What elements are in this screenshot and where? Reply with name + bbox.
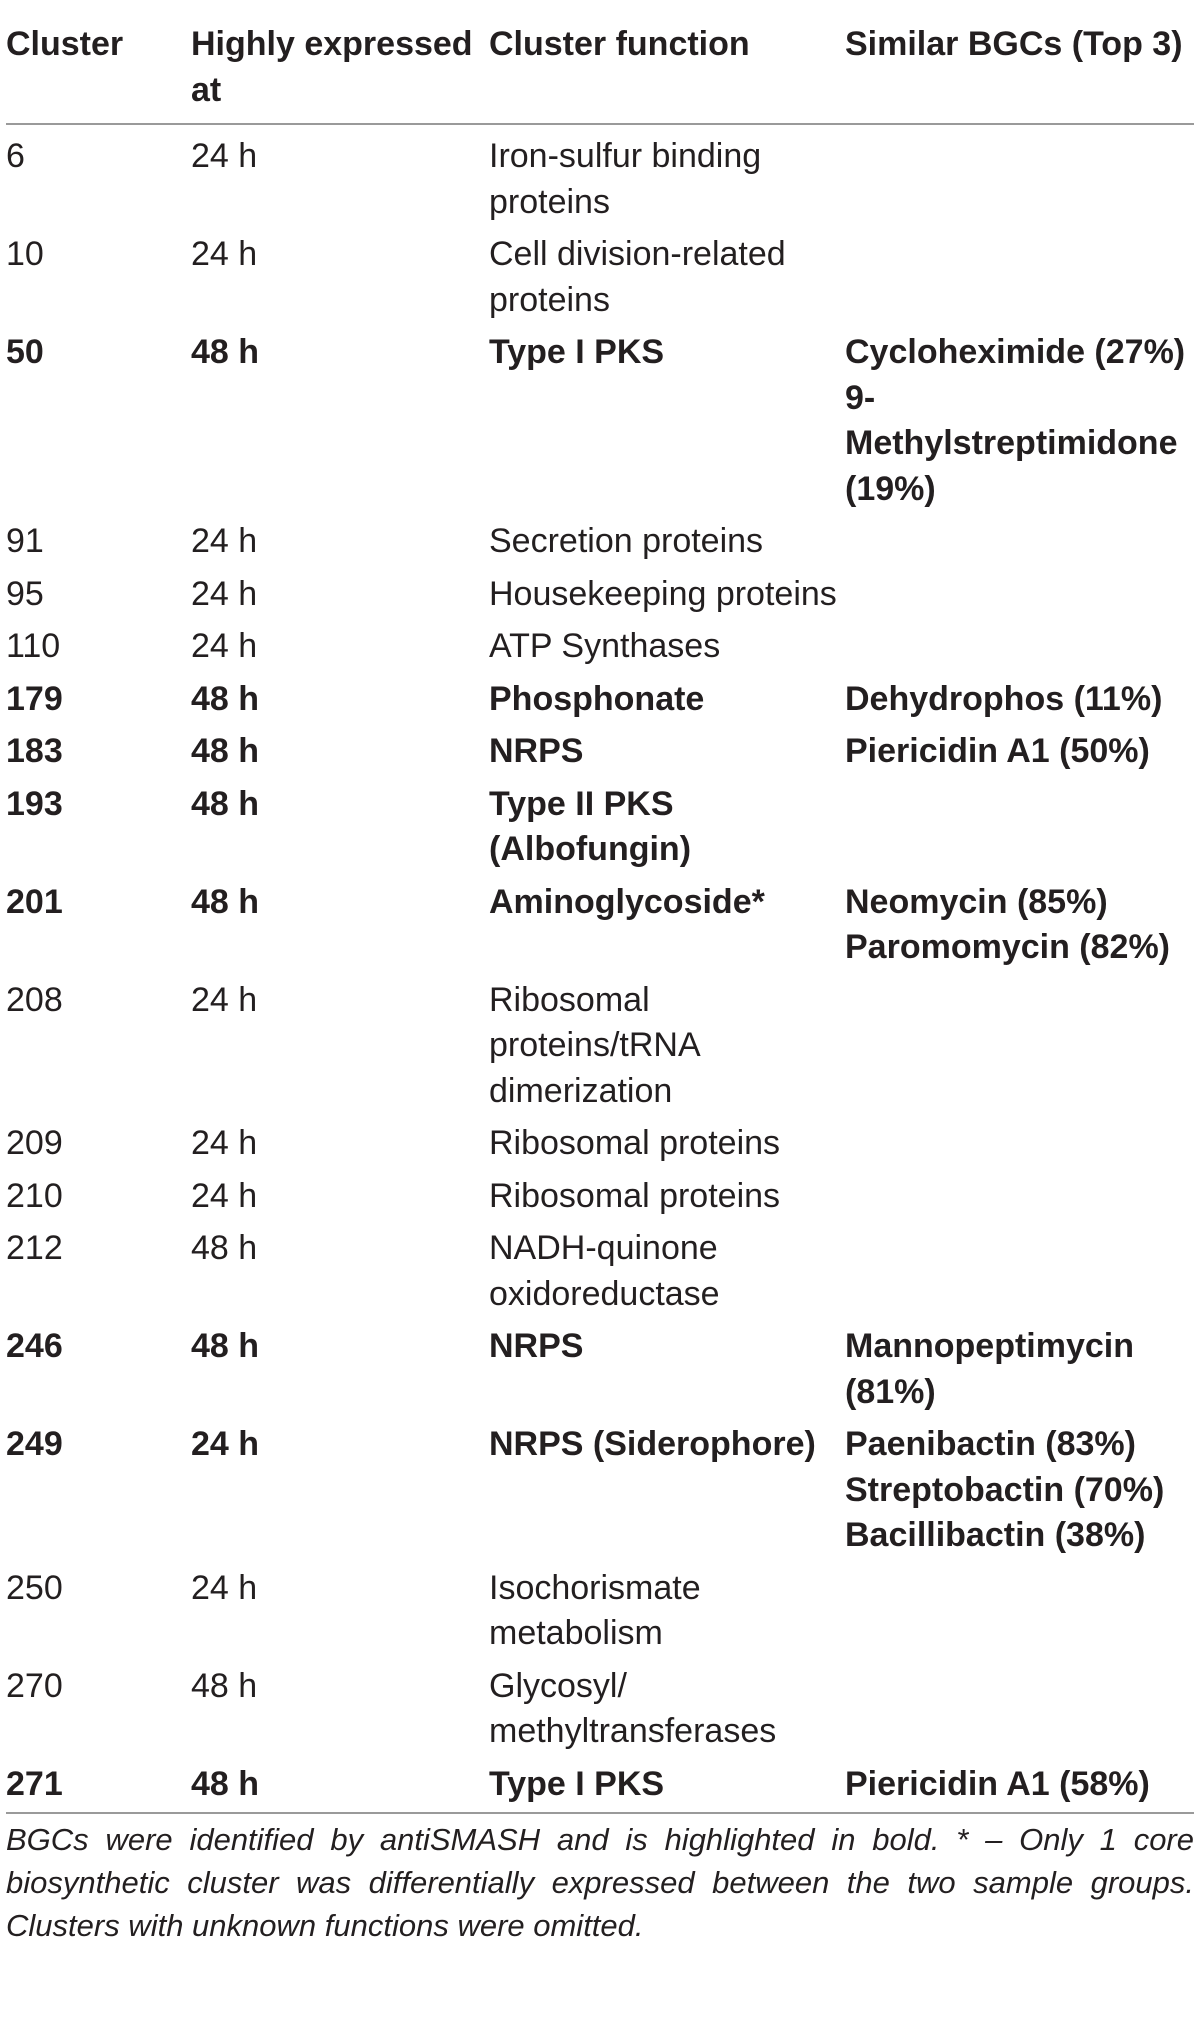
expressed-time-cell: 48 h <box>191 333 260 371</box>
header-row <box>6 22 1194 124</box>
similar-bgcs-cell <box>845 1664 1194 1762</box>
expressed-time-cell: 24 h <box>191 522 258 560</box>
similar-bgcs-cell <box>845 1422 1194 1566</box>
cluster-function-cell: NRPS (Siderophore) <box>489 1425 816 1463</box>
similar-bgcs-cell <box>845 624 1194 677</box>
table-header <box>6 22 1194 124</box>
cluster-id-cell: 91 <box>6 522 44 560</box>
header-cluster-function: Cluster function <box>489 22 845 124</box>
table-body <box>6 124 1194 1812</box>
table-page <box>6 0 1200 1947</box>
expressed-time-cell: 48 h <box>191 1666 258 1705</box>
cluster-function-cell: Type I PKS <box>489 333 665 371</box>
similar-bgcs-cell <box>845 124 1194 232</box>
similar-bgc-entry: Paenibactin (83%) <box>845 1425 1136 1463</box>
similar-bgcs-cell <box>845 1762 1194 1813</box>
table-row <box>6 572 1194 625</box>
cluster-id-cell: 10 <box>6 235 44 273</box>
table-row <box>6 1174 1194 1227</box>
similar-bgc-entry: Mannopeptimycin (81%) <box>845 1327 1135 1411</box>
cluster-function-cell: ATP Synthases <box>489 627 721 665</box>
similar-bgc-entry: Dehydrophos (11%) <box>845 679 1163 718</box>
cluster-id-cell: 95 <box>6 574 44 613</box>
cluster-function-cell: Ribosomal proteins <box>489 1176 781 1215</box>
expressed-time-cell: 48 h <box>191 1327 260 1365</box>
similar-bgcs-cell <box>845 782 1194 880</box>
cluster-id-cell: 209 <box>6 1124 63 1162</box>
similar-bgcs-cell <box>845 519 1194 572</box>
cluster-function-cell: Type II PKS (Albofungin) <box>489 784 692 868</box>
similar-bgc-entry: Piericidin A1 (58%) <box>845 1764 1150 1803</box>
expressed-time-cell: 24 h <box>191 1568 258 1607</box>
cluster-id-cell: 179 <box>6 679 63 718</box>
cluster-function-cell: Ribosomal proteins/tRNA dimerization <box>489 980 699 1110</box>
cluster-id-cell: 6 <box>6 137 25 175</box>
header-similar-bgcs: Similar BGCs (Top 3) <box>845 22 1194 124</box>
expressed-time-cell: 24 h <box>191 627 258 665</box>
similar-bgcs-cell <box>845 1226 1194 1324</box>
similar-bgcs-cell <box>845 1566 1194 1664</box>
cluster-function-cell: NADH-quinone oxidoreductase <box>489 1229 720 1313</box>
expressed-time-cell: 24 h <box>191 137 258 175</box>
table-row <box>6 782 1194 880</box>
cluster-function-cell: Ribosomal proteins <box>489 1124 781 1162</box>
expressed-time-cell: 24 h <box>191 1124 258 1162</box>
expressed-time-cell: 24 h <box>191 574 258 613</box>
expressed-time-cell: 48 h <box>191 732 260 770</box>
similar-bgc-entry: Piericidin A1 (50%) <box>845 732 1150 770</box>
cluster-function-cell: NRPS <box>489 1327 584 1365</box>
cluster-id-cell: 250 <box>6 1568 63 1607</box>
table-row <box>6 1422 1194 1566</box>
table-row <box>6 1226 1194 1324</box>
similar-bgcs-cell <box>845 232 1194 330</box>
cluster-id-cell: 201 <box>6 882 63 921</box>
cluster-id-cell: 249 <box>6 1425 63 1463</box>
table-row <box>6 1121 1194 1174</box>
cluster-function-cell: Cell division-related proteins <box>489 235 786 319</box>
similar-bgcs-cell <box>845 330 1194 519</box>
cluster-function-cell: Isochorismate metabolism <box>489 1568 701 1652</box>
table-row <box>6 330 1194 519</box>
similar-bgcs-cell <box>845 677 1194 730</box>
cluster-id-cell: 110 <box>6 627 61 665</box>
cluster-id-cell: 50 <box>6 333 44 371</box>
expressed-time-cell: 48 h <box>191 679 260 718</box>
similar-bgc-entry: Streptobactin (70%) <box>845 1470 1165 1509</box>
cluster-table <box>6 22 1194 1812</box>
cluster-function-cell: Type I PKS <box>489 1764 665 1803</box>
table-row <box>6 519 1194 572</box>
similar-bgcs-cell <box>845 1174 1194 1227</box>
table-row <box>6 124 1194 232</box>
expressed-time-cell: 48 h <box>191 1764 260 1803</box>
similar-bgcs-cell <box>845 978 1194 1122</box>
cluster-id-cell: 271 <box>6 1764 63 1803</box>
cluster-function-cell: Phosphonate <box>489 679 705 718</box>
similar-bgc-entry: Paromomycin (82%) <box>845 928 1170 966</box>
similar-bgc-entry: Cycloheximide (27%) <box>845 333 1186 371</box>
expressed-time-cell: 24 h <box>191 1176 258 1215</box>
table-row <box>6 1566 1194 1664</box>
cluster-id-cell: 210 <box>6 1176 63 1215</box>
similar-bgcs-cell <box>845 880 1194 978</box>
expressed-time-cell: 48 h <box>191 1229 258 1267</box>
expressed-time-cell: 48 h <box>191 784 260 823</box>
table-row <box>6 232 1194 330</box>
header-highly-expressed-at: Highly expressed at <box>191 22 489 124</box>
table-row <box>6 1664 1194 1762</box>
similar-bgcs-cell <box>845 1324 1194 1422</box>
similar-bgcs-cell <box>845 729 1194 782</box>
cluster-id-cell: 212 <box>6 1229 63 1267</box>
similar-bgcs-cell <box>845 572 1194 625</box>
similar-bgcs-cell <box>845 1121 1194 1174</box>
similar-bgc-entry: Neomycin (85%) <box>845 882 1108 921</box>
cluster-id-cell: 193 <box>6 784 63 823</box>
cluster-id-cell: 183 <box>6 732 63 770</box>
table-row <box>6 677 1194 730</box>
header-cluster: Cluster <box>6 22 191 124</box>
expressed-time-cell: 24 h <box>191 235 258 273</box>
cluster-id-cell: 246 <box>6 1327 63 1365</box>
similar-bgc-entry: Bacillibactin (38%) <box>845 1516 1146 1554</box>
cluster-id-cell: 208 <box>6 980 63 1019</box>
similar-bgc-entry: 9-Methylstreptimidone (19%) <box>845 378 1178 508</box>
table-row <box>6 880 1194 978</box>
table-row <box>6 1324 1194 1422</box>
cluster-function-cell: Housekeeping proteins <box>489 574 837 613</box>
table-row <box>6 1762 1194 1813</box>
table-row <box>6 729 1194 782</box>
cluster-function-cell: Aminoglycoside* <box>489 882 765 921</box>
table-row <box>6 978 1194 1122</box>
table-row <box>6 624 1194 677</box>
cluster-function-cell: Iron-sulfur binding proteins <box>489 137 762 221</box>
cluster-id-cell: 270 <box>6 1666 63 1705</box>
expressed-time-cell: 48 h <box>191 882 260 921</box>
table-bottom-rule <box>6 1812 1194 1814</box>
cluster-function-cell: NRPS <box>489 732 584 770</box>
expressed-time-cell: 24 h <box>191 980 258 1019</box>
cluster-function-cell: Glycosyl/ methyltransferases <box>489 1666 777 1750</box>
table-footnote: BGCs were identified by antiSMASH and is highlighted in bold. * – Only 1 core biosynthetic cluster was differentially expressed between the two sample groups. Clusters with unknown functions were omitted. <box>6 1822 1194 1943</box>
cluster-function-cell: Secretion proteins <box>489 522 764 560</box>
expressed-time-cell: 24 h <box>191 1425 260 1463</box>
